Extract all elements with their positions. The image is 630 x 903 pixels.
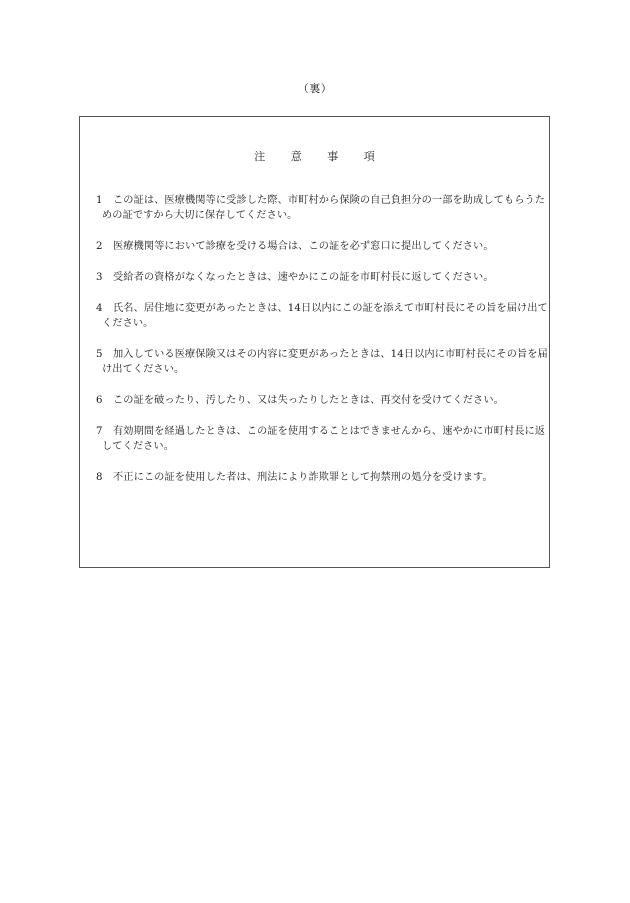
notice-item-number: 4: [96, 303, 103, 314]
notice-item-number: 3: [96, 272, 103, 283]
notice-title: [80, 148, 549, 164]
notice-item-number: 1: [96, 195, 103, 206]
notice-title-char: 意: [290, 150, 302, 163]
notice-item-number: 7: [96, 426, 103, 437]
notice-item-4: [96, 301, 548, 331]
notice-item-number: 8: [96, 472, 103, 483]
notice-item-text: 受給者の資格がなくなったときは、速やかにこの証を市町村長に返してください。: [113, 272, 494, 283]
notice-item-5: [96, 347, 548, 377]
notice-item-3: [96, 270, 548, 285]
notice-item-7: [96, 424, 548, 454]
notice-item-number: 5: [96, 349, 103, 360]
notice-item-1: [96, 193, 548, 223]
notice-title-char: 項: [363, 150, 375, 163]
notice-item-text: 不正にこの証を使用した者は、刑法により詐欺罪として拘禁刑の処分を受けます。: [113, 472, 493, 483]
notice-item-text: 有効期間を経過したときは、この証を使用することはできませんから、速やかに市町村長に返してください。: [102, 426, 546, 452]
page-heading: （裏）: [297, 82, 333, 95]
notice-item-6: [96, 393, 548, 408]
notice-item-number: 2: [96, 241, 103, 252]
notice-item-text: この証を破ったり、汚したり、又は失ったりしたときは、再交付を受けてください。: [113, 395, 504, 406]
notice-item-2: [96, 239, 548, 254]
notice-item-text: 医療機関等において診療を受ける場合は、この証を必ず窓口に提出してください。: [113, 241, 494, 252]
notice-item-text: 加入している医療保険又はその内容に変更があったときは、14日以内に市町村長にその旨を届け出てください。: [102, 349, 548, 375]
notice-item-number: 6: [96, 395, 103, 406]
notice-title-char: 注: [254, 150, 266, 163]
notice-item-8: [96, 470, 548, 485]
notice-box: [79, 116, 550, 568]
notice-title-char: 事: [327, 150, 339, 163]
notice-item-text: 氏名、居住地に変更があったときは、14日以内にこの証を添えて市町村長にその旨を届け出てください。: [102, 303, 548, 329]
notice-list: [96, 193, 548, 501]
notice-item-text: この証は、医療機関等に受診した際、市町村から保険の自己負担分の一部を助成してもらうための証ですから大切に保存してください。: [102, 195, 546, 221]
